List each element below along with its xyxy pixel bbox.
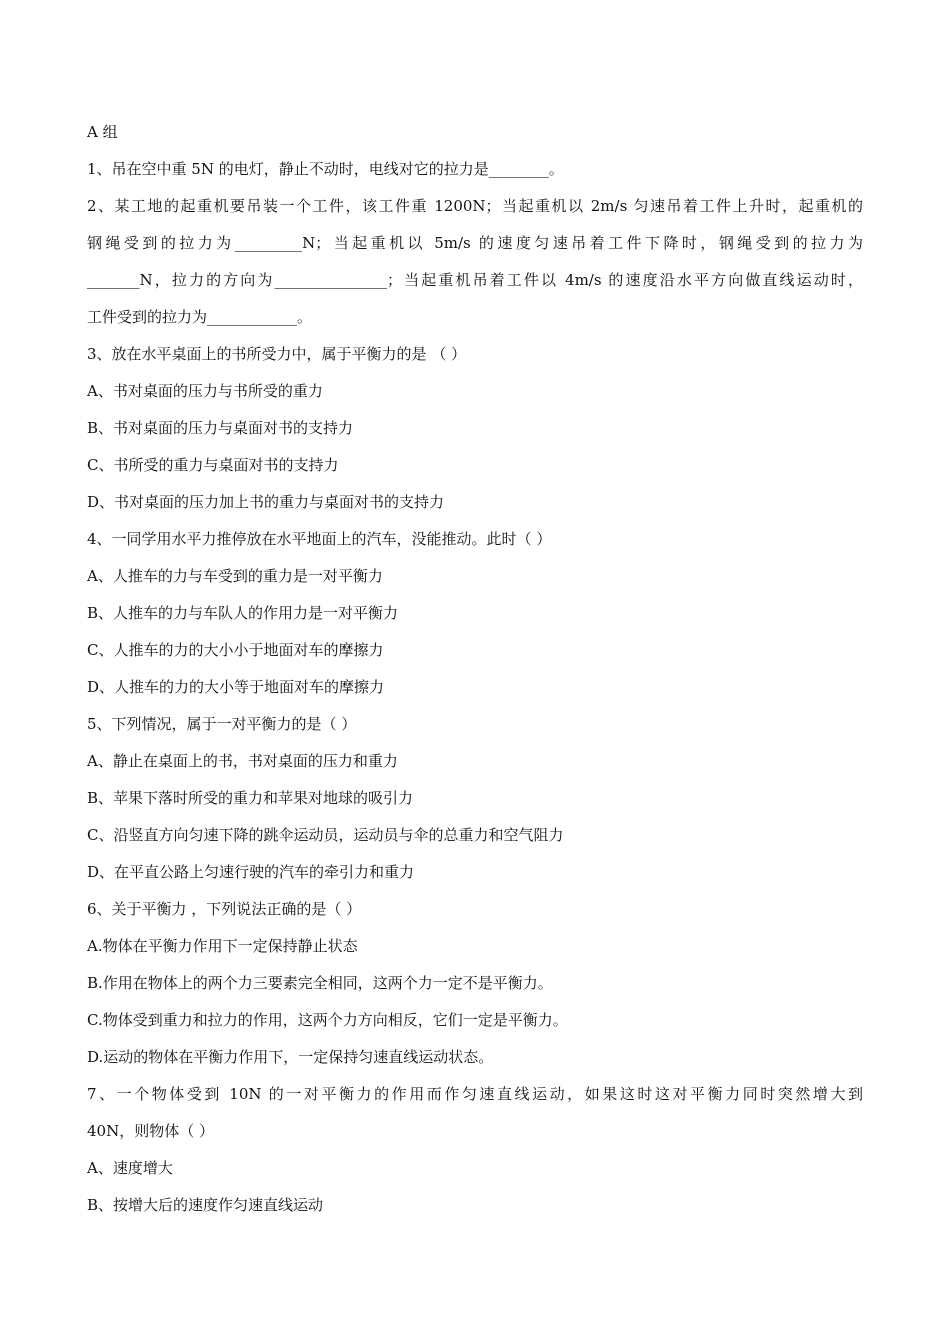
question-2-line-3: _______N，拉力的方向为_______________；当起重机吊着工件以 4m/s 的速度沿水平方向做直线运动时， bbox=[87, 271, 863, 289]
question-5-stem: 5、下列情况，属于一对平衡力的是（ ） bbox=[87, 715, 357, 733]
question-5-option-c: C、沿竖直方向匀速下降的跳伞运动员，运动员与伞的总重力和空气阻力 bbox=[87, 826, 564, 844]
question-5-option-b: B、苹果下落时所受的重力和苹果对地球的吸引力 bbox=[87, 789, 414, 807]
question-5-option-a: A、静止在桌面上的书，书对桌面的压力和重力 bbox=[87, 752, 398, 770]
question-6-option-d: D.运动的物体在平衡力作用下，一定保持匀速直线运动状态。 bbox=[87, 1048, 494, 1066]
question-4-option-a: A、人推车的力与车受到的重力是一对平衡力 bbox=[87, 567, 383, 585]
question-3-option-d: D、书对桌面的压力加上书的重力与桌面对书的支持力 bbox=[87, 493, 445, 511]
question-6-option-a: A.物体在平衡力作用下一定保持静止状态 bbox=[87, 937, 358, 955]
question-3-option-a: A、书对桌面的压力与书所受的重力 bbox=[87, 382, 323, 400]
question-3-option-c: C、书所受的重力与桌面对书的支持力 bbox=[87, 456, 339, 474]
question-3-option-b: B、书对桌面的压力与桌面对书的支持力 bbox=[87, 419, 354, 437]
question-7-option-a: A、速度增大 bbox=[87, 1159, 173, 1177]
question-2-line-2: 钢绳受到的拉力为_________N；当起重机以 5m/s 的速度匀速吊着工件下降时，钢绳受到的拉力为 bbox=[87, 234, 863, 252]
worksheet-page bbox=[87, 114, 863, 1224]
question-7-stem-line-1: 7、一个物体受到 10N 的一对平衡力的作用而作匀速直线运动，如果这时这对平衡力同时突然增大到 bbox=[87, 1085, 863, 1103]
question-6-stem: 6、关于平衡力 ，下列说法正确的是（ ） bbox=[87, 900, 362, 918]
question-4-option-c: C、人推车的力的大小小于地面对车的摩擦力 bbox=[87, 641, 384, 659]
question-5-option-d: D、在平直公路上匀速行驶的汽车的牵引力和重力 bbox=[87, 863, 415, 881]
question-1: 1、吊在空中重 5N 的电灯，静止不动时，电线对它的拉力是________。 bbox=[87, 160, 564, 178]
question-2-line-4: 工件受到的拉力为____________。 bbox=[87, 308, 313, 326]
question-3-stem: 3、放在水平桌面上的书所受力中，属于平衡力的是 （ ） bbox=[87, 345, 467, 363]
question-6-option-b: B.作用在物体上的两个力三要素完全相同，这两个力一定不是平衡力。 bbox=[87, 974, 553, 992]
question-2-line-1: 2、某工地的起重机要吊装一个工件，该工件重 1200N；当起重机以 2m/s 匀速吊着工件上升时，起重机的 bbox=[87, 197, 863, 215]
question-6-option-c: C.物体受到重力和拉力的作用，这两个力方向相反，它们一定是平衡力。 bbox=[87, 1011, 568, 1029]
group-heading: A 组 bbox=[87, 123, 118, 141]
question-4-option-d: D、人推车的力的大小等于地面对车的摩擦力 bbox=[87, 678, 385, 696]
question-4-stem: 4、一同学用水平力推停放在水平地面上的汽车，没能推动。此时（ ） bbox=[87, 530, 552, 548]
question-7-stem-line-2: 40N，则物体（ ） bbox=[87, 1122, 214, 1140]
question-4-option-b: B、人推车的力与车队人的作用力是一对平衡力 bbox=[87, 604, 399, 622]
question-7-option-b: B、按增大后的速度作匀速直线运动 bbox=[87, 1196, 324, 1214]
